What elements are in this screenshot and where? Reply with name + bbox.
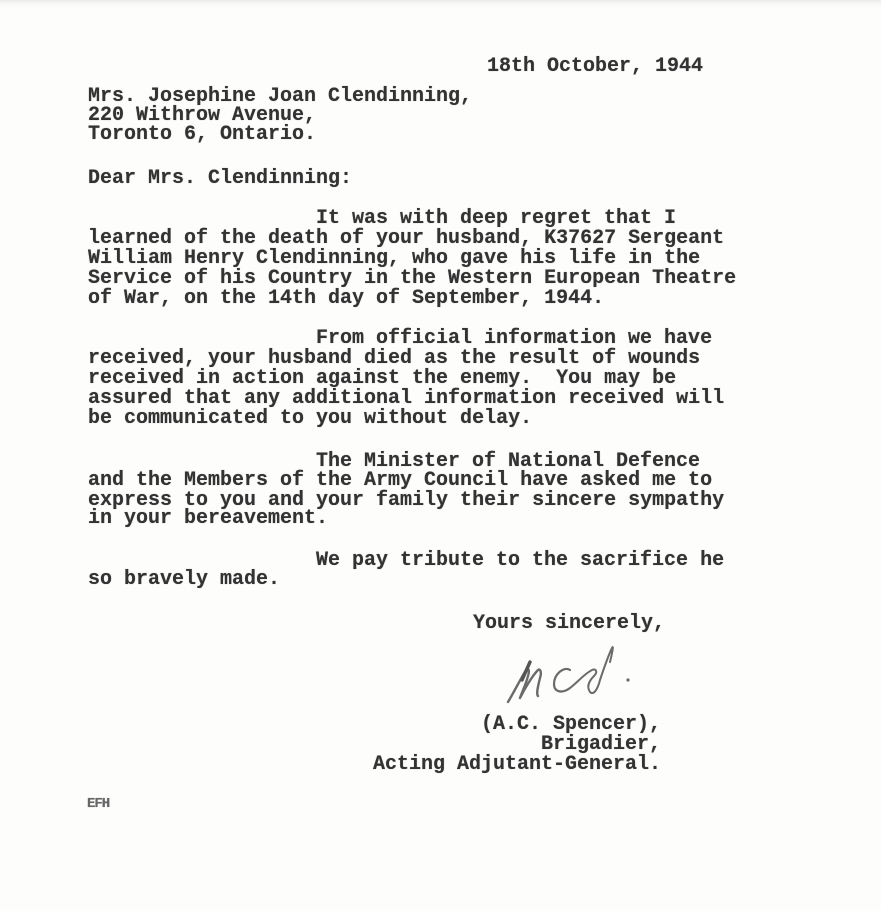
paragraph-3-line: The Minister of National Defence — [316, 450, 701, 473]
paragraph-2-line: received in action against the enemy. You may be — [88, 367, 677, 390]
letter-date: 18th October, 1944 — [487, 55, 704, 78]
paragraph-1-line: of War, on the 14th day of September, 1944. — [88, 287, 605, 310]
paragraph-2-line: From official information we have — [316, 327, 713, 350]
paragraph-1-line: William Henry Clendinning, who gave his life in the — [88, 247, 701, 270]
paragraph-2-line: assured that any additional information received will — [88, 387, 725, 410]
signature — [500, 640, 660, 710]
paragraph-1-line: Service of his Country in the Western European Theatre — [88, 267, 737, 290]
recipient-street: 220 Withrow Avenue, — [88, 104, 317, 127]
paragraph-4-line: We pay tribute to the sacrifice he — [316, 549, 725, 572]
paragraph-3-line: in your bereavement. — [88, 507, 329, 530]
paragraph-3-line: and the Members of the Army Council have asked me to — [88, 469, 713, 492]
paragraph-2-line: be communicated to you without delay. — [88, 407, 533, 430]
paragraph-4-line: so bravely made. — [88, 568, 281, 591]
signatory-title: Acting Adjutant-General. — [373, 753, 662, 776]
recipient-city: Toronto 6, Ontario. — [88, 123, 317, 146]
paragraph-1-line: It was with deep regret that I — [316, 207, 677, 230]
signatory-rank: Brigadier, — [541, 733, 662, 756]
signatory-name: (A.C. Spencer), — [481, 713, 662, 736]
recipient-name: Mrs. Josephine Joan Clendinning, — [88, 85, 473, 108]
closing: Yours sincerely, — [473, 612, 666, 635]
paragraph-1-line: learned of the death of your husband, K37627 Sergeant — [88, 227, 725, 250]
salutation: Dear Mrs. Clendinning: — [88, 167, 353, 190]
paragraph-2-line: received, your husband died as the result of wounds — [88, 347, 701, 370]
paragraph-3-line: express to you and your family their sincere sympathy — [88, 489, 725, 512]
typist-initials: EFH — [87, 796, 110, 812]
